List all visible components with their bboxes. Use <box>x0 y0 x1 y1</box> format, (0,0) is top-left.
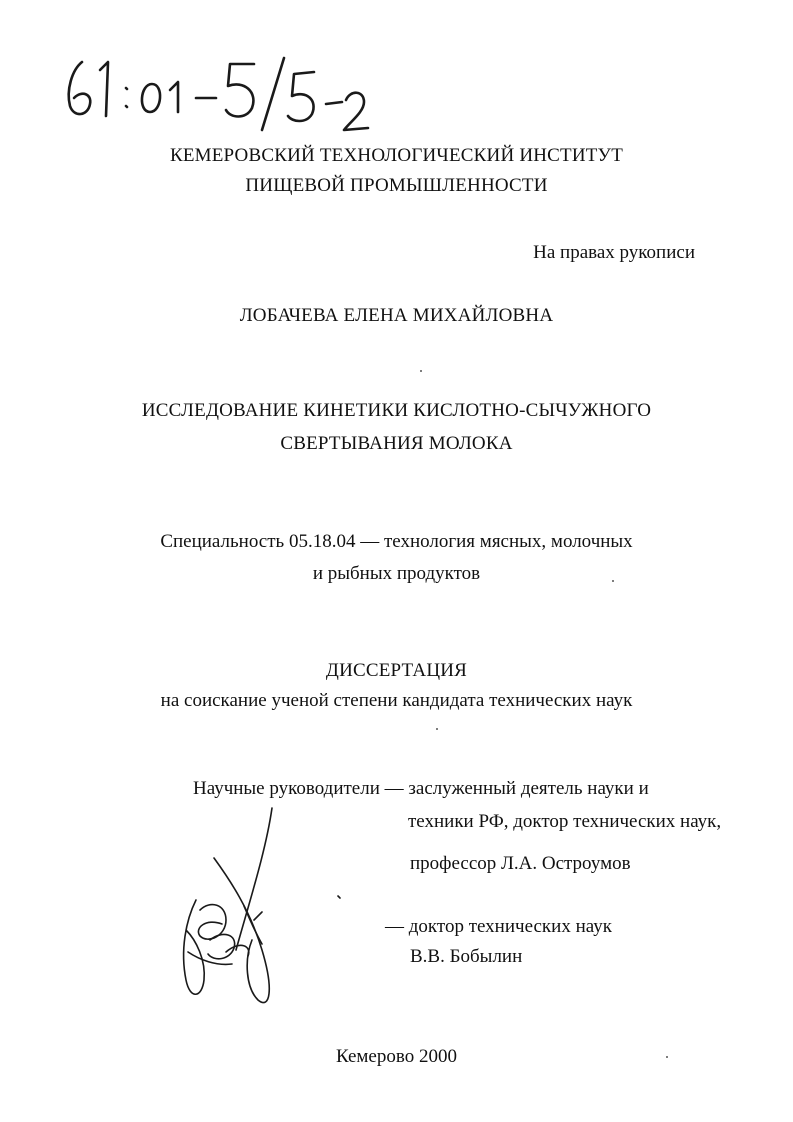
degree-subtitle: на соискание ученой степени кандидата технических наук <box>160 690 633 711</box>
scan-speck <box>436 728 438 730</box>
work-type-heading: ДИССЕРТАЦИЯ <box>325 660 468 681</box>
city-and-year: Кемерово 2000 <box>336 1046 457 1067</box>
supervisor2-title: — доктор технических наук <box>385 916 612 937</box>
author-name: ЛОБАЧЕВА ЕЛЕНА МИХАЙЛОВНА <box>239 305 554 326</box>
supervisors-label: Научные руководители — заслуженный деятель науки и <box>193 778 649 799</box>
specialty-line2: и рыбных продуктов <box>312 563 481 584</box>
institute-name-line1: КЕМЕРОВСКИЙ ТЕХНОЛОГИЧЕСКИЙ ИНСТИТУТ <box>169 145 624 166</box>
supervisor1-title: техники РФ, доктор технических наук, <box>408 811 722 832</box>
thesis-title-line1: ИССЛЕДОВАНИЕ КИНЕТИКИ КИСЛОТНО-СЫЧУЖНОГО <box>141 400 652 421</box>
scan-speck <box>612 580 614 582</box>
scan-speck <box>666 1056 668 1058</box>
specialty-line1: Специальность 05.18.04 — технология мясных, молочных <box>160 531 633 552</box>
supervisor2-name: В.В. Бобылин <box>410 946 523 967</box>
supervisor1-name: профессор Л.А. Остроумов <box>410 853 631 874</box>
rights-note: На правах рукописи <box>533 242 695 263</box>
thesis-title-line2: СВЕРТЫВАНИЯ МОЛОКА <box>280 433 513 454</box>
institute-name-line2: ПИЩЕВОЙ ПРОМЫШЛЕННОСТИ <box>245 175 548 196</box>
scan-speck <box>420 370 422 372</box>
